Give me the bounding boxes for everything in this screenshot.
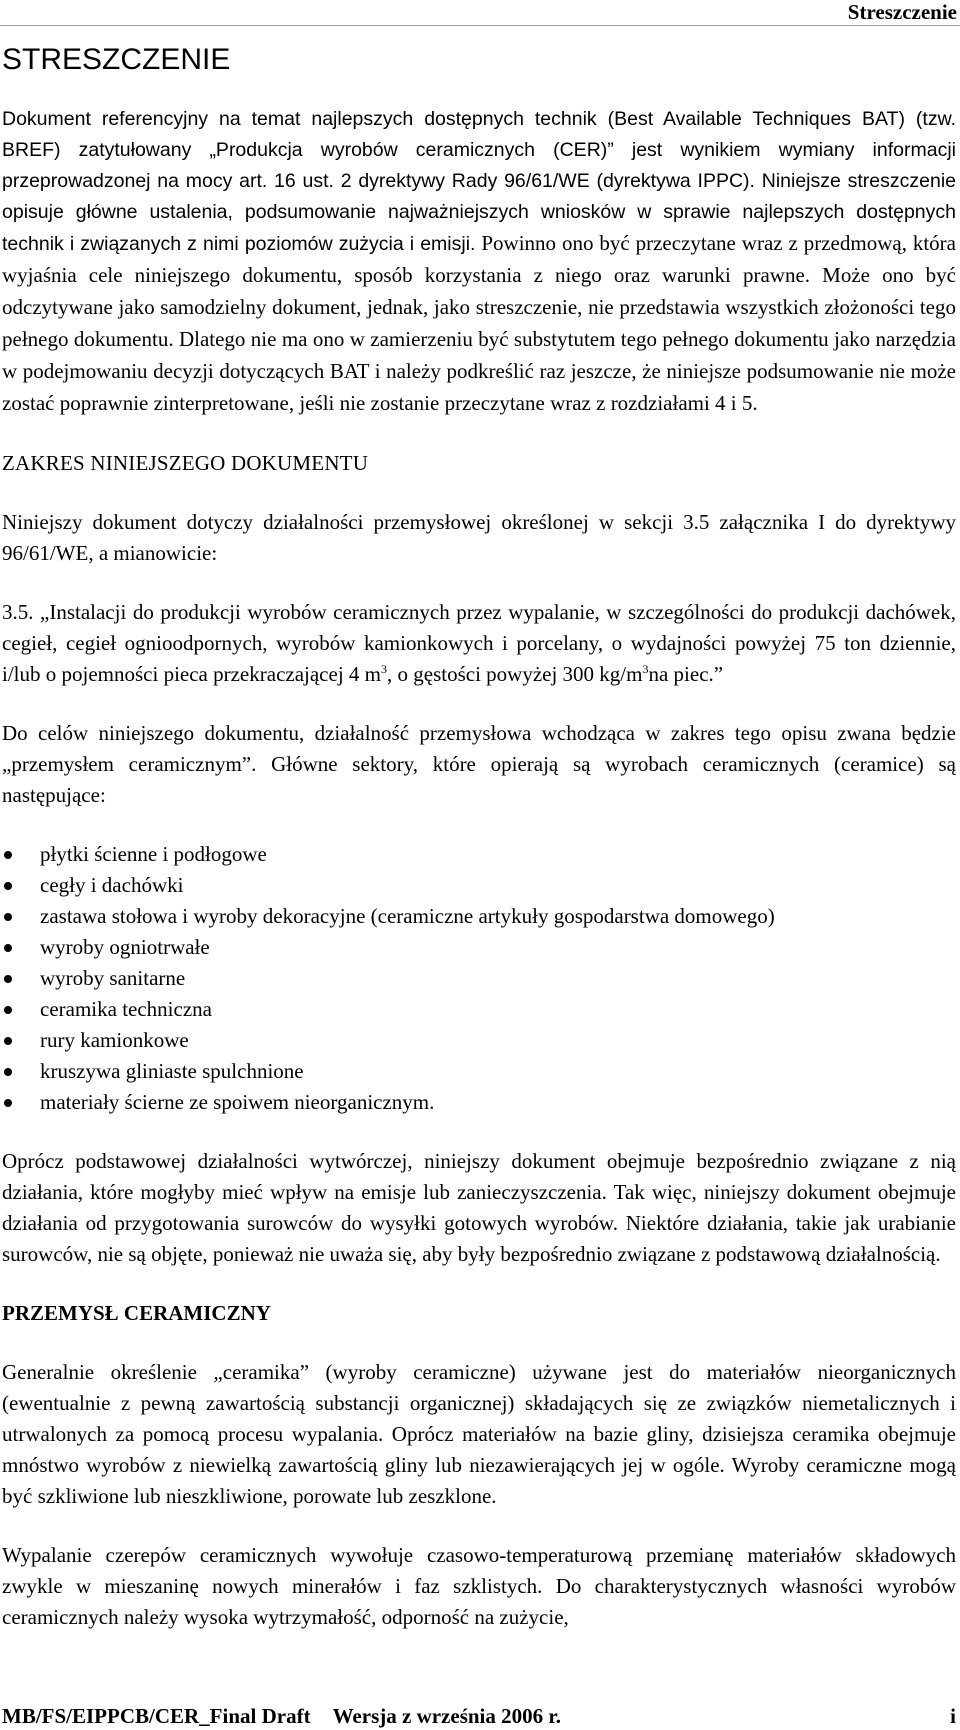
sector-list [2,839,956,1118]
footer-page-number: i [950,1704,956,1728]
bullet-icon [4,944,12,952]
bullet-icon [4,1037,12,1045]
bullet-icon [4,913,12,921]
page-title: STRESZCZENIE [2,43,231,76]
list-item-text: wyroby ogniotrwałe [40,935,210,959]
page-content [2,42,956,1633]
page-footer [2,1703,956,1729]
bullet-icon [4,882,12,890]
list-item-text: płytki ścienne i podłogowe [40,842,267,866]
list-item [2,932,956,963]
list-item-text: wyroby sanitarne [40,966,186,990]
superscript-3-b: 3 [642,662,649,676]
list-item-text: kruszywa gliniaste spulchnione [40,1059,304,1083]
list-item [2,1056,956,1087]
list-item [2,1087,956,1118]
running-header: Streszczenie [847,0,957,24]
scope-paragraph-4: Oprócz podstawowej działalności wytwórczej, niniejszy dokument obejmuje bezpośrednio związane z nią działania, które mogłyby mieć wpływ na emisje lub zanieczyszczenia. Tak więc, niniejszy dokument obejmuje działania od przygotowania surowców do wysyłki gotowych wyrobów. Niektóre działania, takie jak urabianie surowców, nie są objęte, ponieważ nie uważa się, aby były bezpośrednio związane z podstawową działalnością. [2,1149,956,1266]
list-item-text: cegły i dachówki [40,873,184,897]
superscript-3-a: 3 [381,662,387,676]
scope-paragraph-1: Niniejszy dokument dotyczy działalności przemysłowej określonej w sekcji 3.5 załącznika I do dyrektywy 96/61/WE, a mianowicie: [2,510,956,565]
list-item [2,994,956,1025]
intro-sans-text: Dokument referencyjny na temat najlepszych dostępnych technik (Best Available Techniques BAT) (tzw. BREF) zatytułowany „Produkcja wyrobów ceramicznych (CER)” jest wynikiem wymiany informacji przeprowadzonej na mocy art. 16 ust. 2 dyrektywy Rady 96/61/WE (dyrektywa IPPC). Niniejsze streszczenie opisuje główne ustalenia, podsumowanie najważniejszych wniosków w sprawie najlepszych dostępnych technik i związanych z nimi poziomów zużycia i emisji. [2,108,956,255]
list-item-text: zastawa stołowa i wyroby dekoracyjne (ceramiczne artykuły gospodarstwa domowego) [40,904,775,928]
bullet-icon [4,1006,12,1014]
scope-quote-text-3: na piec.” [648,662,724,686]
scope-quote-text-2: , o gęstości powyżej 300 kg/m [387,662,643,686]
scope-heading: ZAKRES NINIEJSZEGO DOKUMENTU [2,451,369,475]
scope-paragraph-3: Do celów niniejszego dokumentu, działalność przemysłowa wchodząca w zakres tego opisu zwana będzie „przemysłem ceramicznym”. Główne sektory, które opierają są wyrobach ceramicznych (ceramice) są następujące: [2,721,956,807]
bullet-icon [4,1068,12,1076]
header-rule [0,25,960,26]
scope-quote-text-1: 3.5. „Instalacji do produkcji wyrobów ceramicznych przez wypalanie, w szczególności do produkcji dachówek, cegieł, cegieł ognioodpornych, wyrobów kamionkowych i porcelany, o wydajności powyżej 75 ton dziennie, i/lub o pojemności pieca przekraczającej 4 m [2,600,956,686]
list-item [2,870,956,901]
list-item-text: materiały ścierne ze spoiwem nieorganicznym. [40,1090,435,1114]
list-item [2,839,956,870]
industry-heading: PRZEMYSŁ CERAMICZNY [2,1301,271,1325]
scope-quote-paragraph [2,597,956,690]
bullet-icon [4,975,12,983]
intro-paragraph [2,104,956,420]
footer-doc-code: MB/FS/EIPPCB/CER_Final Draft [2,1704,311,1728]
footer-version: Wersja z września 2006 r. [332,1704,562,1728]
list-item [2,901,956,932]
list-item [2,963,956,994]
bullet-icon [4,1099,12,1107]
footer-left [2,1703,561,1729]
industry-paragraph-2: Wypalanie czerepów ceramicznych wywołuje czasowo-temperaturową przemianę materiałów składowych zwykle w mieszaninę nowych minerałów i faz szklistych. Do charakterystycznych własności wyrobów ceramicznych należy wysoka wytrzymałość, odporność na zużycie, [2,1543,956,1629]
list-item-text: ceramika techniczna [40,997,212,1021]
industry-paragraph-1: Generalnie określenie „ceramika” (wyroby ceramiczne) używane jest do materiałów nieorganicznych (ewentualnie z pewną zawartością substancji organicznej) składających się ze związków niemetalicznych i utrwalonych za pomocą procesu wypalania. Oprócz materiałów na bazie gliny, dzisiejsza ceramika obejmuje mnóstwo wyrobów z niewielką zawartością gliny lub niezawierających jej w ogóle. Wyroby ceramiczne mogą być szkliwione lub nieszkliwione, porowate lub zeszklone. [2,1360,956,1508]
list-item [2,1025,956,1056]
bullet-icon [4,851,12,859]
intro-serif-text: Powinno ono być przeczytane wraz z przedmową, która wyjaśnia cele niniejszego dokumentu, sposób korzystania z niego oraz warunki prawne. Może ono być odczytywane jako samodzielny dokument, jednak, jako streszczenie, nie przedstawia wszystkich złożoności tego pełnego dokumentu. Dlatego nie ma ono w zamierzeniu być substytutem tego pełnego dokumentu jako narzędzia w podejmowaniu decyzji dotyczących BAT i należy podkreślić raz jeszcze, że niniejsze podsumowanie nie może zostać poprawnie zinterpretowane, jeśli nie zostanie przeczytane wraz z rozdziałami 4 i 5. [2,231,957,415]
list-item-text: rury kamionkowe [40,1028,189,1052]
